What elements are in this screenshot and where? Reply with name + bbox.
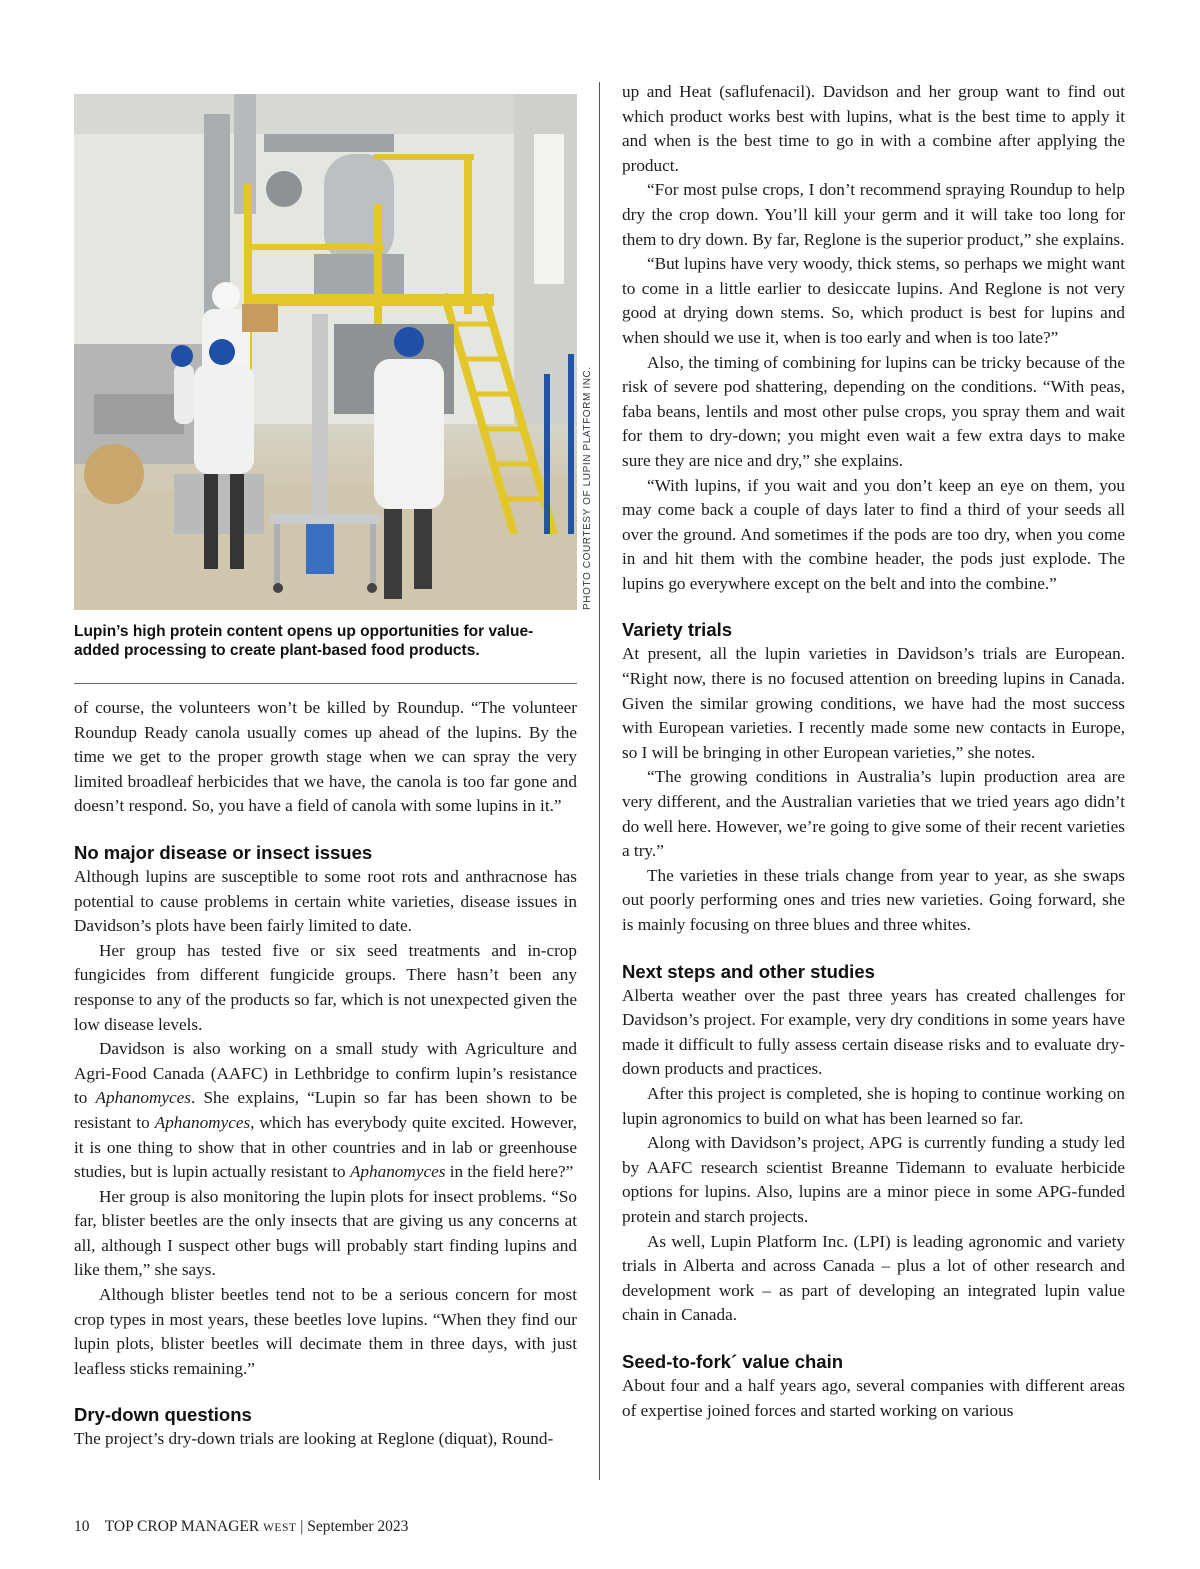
- paragraph: After this project is completed, she is hoping to continue working on lupin agronomics to build on what has been learned so far.: [622, 1083, 1125, 1128]
- right-column: [622, 80, 1125, 1423]
- section-heading: Seed-to-fork´ value chain: [622, 1350, 844, 1372]
- paragraph: “For most pulse crops, I don’t recommend spraying Roundup to help dry the crop down. You’ll kill your germ and it will take too long for them to dry down. By far, Reglone is the superior product,” she explains.: [622, 180, 1125, 249]
- paragraph: The varieties in these trials change from year to year, as she swaps out poorly performing ones and tries new varieties. Going forward, she is mainly focusing on three blues and three whites.: [622, 865, 1125, 934]
- issue-date: September 2023: [307, 1518, 409, 1535]
- photo-caption: Lupin’s high protein content opens up opportunities for value-added processing to create plant-based food products.: [74, 623, 534, 659]
- article-photo: [74, 94, 577, 610]
- paragraph: Although lupins are susceptible to some root rots and anthracnose has potential to cause problems in certain white varieties, disease issues in Davidson’s plots have been fairly limited to date.: [74, 866, 577, 936]
- paragraph: Alberta weather over the past three years has created challenges for Davidson’s project. For example, very dry conditions in some years have made it difficult to fully assess certain disease risks and to evaluate dry-down products and practices.: [622, 985, 1125, 1079]
- left-column: [74, 696, 577, 1452]
- lab-processing-illustration: [74, 94, 577, 610]
- paragraph: The project’s dry-down trials are looking at Reglone (diquat), Round-: [74, 1429, 554, 1449]
- paragraph: Davidson is also working on a small study with Agriculture and Agri-Food Canada (AAFC) in Lethbridge to confirm lupin’s resistance to Aphanomyces. She explains, “Lupin so far has been shown to be resistant to Aphanomyces, which has everybody quite excited. However, it is one thing to show that in other countries and in lab or greenhouse studies, but is lupin actually resistant to Aphanomyces in the field here?”: [74, 1039, 578, 1182]
- paragraph: “But lupins have very woody, thick stems, so perhaps we might want to come in a little earlier to desiccate lupins. And Reglone is not very good at drying down stems. So, which product is best for lupins and when should we use it, when is too early and when is too late?”: [622, 254, 1125, 347]
- column-divider: [599, 82, 600, 1480]
- paragraph: Her group has tested five or six seed treatments and in-crop fungicides from different fungicide groups. There hasn’t been any response to any of the products so far, which is not unexpected given the low disease levels.: [74, 940, 577, 1034]
- section-heading: Variety trials: [622, 619, 733, 641]
- paragraph: of course, the volunteers won’t be killed by Roundup. “The volunteer Roundup Ready canola usually comes up ahead of the lupins. By the time we get to the proper growth stage when we can spray the very limited broadleaf herbicides that we have, the canola is too far gone and doesn’t respond. So, you have a field of canola with some lupins in it.”: [74, 698, 577, 816]
- paragraph: Although blister beetles tend not to be a serious concern for most crop types in most years, these beetles love lupins. “When they find our lupin plots, blister beetles will decimate them in three days, with just leafless sticks remaining.”: [74, 1285, 577, 1378]
- magazine-name: TOP CROP MANAGER: [104, 1518, 260, 1535]
- section-heading: Next steps and other studies: [622, 960, 875, 982]
- magazine-edition: WEST: [263, 1522, 297, 1534]
- paragraph: “With lupins, if you wait and you don’t keep an eye on them, you may come back a couple of days later to find a third of your seeds all over the ground. And sometimes if the pods are too dry, when you come in and hit them with the combine header, the pods just explode. The lupins go everywhere except on the belt and into the combine.”: [622, 475, 1125, 593]
- paragraph: About four and a half years ago, several companies with different areas of expertise joined forces and started working on various: [622, 1375, 1125, 1420]
- footer-separator: |: [300, 1518, 304, 1535]
- paragraph: Also, the timing of combining for lupins can be tricky because of the risk of severe pod shattering, depending on the conditions. “With peas, faba beans, lentils and most other pulse crops, you spray them and wait for them to dry-down; you might even wait a few extra days to make sure they are nice and dry,” she explains.: [622, 352, 1125, 470]
- paragraph: Along with Davidson’s project, APG is currently funding a study led by AAFC research scientist Breanne Tidemann to evaluate herbicide options for lupins. Also, lupins are a minor piece in some APG-funded protein and starch projects.: [622, 1133, 1125, 1226]
- paragraph: As well, Lupin Platform Inc. (LPI) is leading agronomic and variety trials in Alberta and across Canada – plus a lot of other research and development work – as part of developing an integrated lupin value chain in Canada.: [622, 1231, 1125, 1325]
- paragraph: “The growing conditions in Australia’s lupin production area are very different, and the Australian varieties that we tried years ago didn’t do well here. However, we’re going to give some of their recent varieties a try.”: [622, 767, 1125, 861]
- paragraph: At present, all the lupin varieties in Davidson’s trials are European. “Right now, there is no focused attention on breeding lupins in Canada. Given the similar growing conditions, we have had the most success with European varieties. I recently made some new contacts in Europe, so I will be bringing in other European varieties,” she notes.: [622, 644, 1125, 762]
- caption-divider: [74, 683, 577, 684]
- paragraph: Her group is also monitoring the lupin plots for insect problems. “So far, blister beetles are the only insects that are giving us any concerns at all, although I suspect other bugs will probably start finding lupins and like them,” she says.: [74, 1186, 577, 1280]
- paragraph: up and Heat (saflufenacil). Davidson and her group want to find out which product works best with lupins, what is the best time to apply it and when is the best time to go in with a combine after applying the product.: [622, 82, 1125, 175]
- page-number: 10: [74, 1518, 90, 1535]
- page-footer: [74, 1518, 408, 1536]
- section-heading: Dry-down questions: [74, 1404, 252, 1426]
- photo-credit: PHOTO COURTESY OF LUPIN PLATFORM INC.: [582, 366, 593, 610]
- section-heading: No major disease or insect issues: [74, 841, 373, 863]
